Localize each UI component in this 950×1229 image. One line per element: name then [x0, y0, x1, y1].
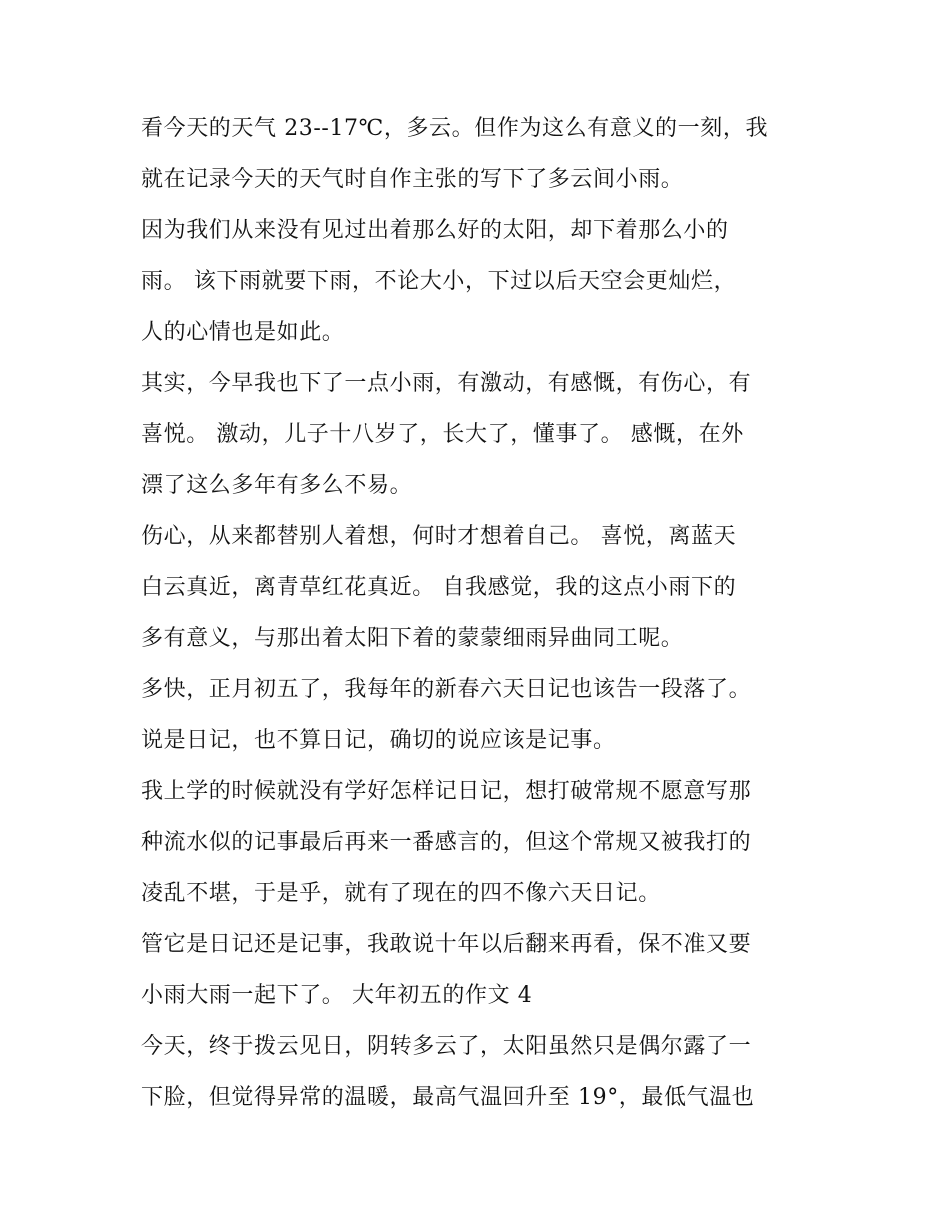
- text-line: 多快，正月初五了，我每年的新春六天日记也该告一段落了。: [141, 677, 752, 702]
- text-line: 人的心情也是如此。: [141, 320, 345, 345]
- paragraph: [141, 919, 831, 1021]
- text-line: 多有意义，与那出着太阳下着的蒙蒙细雨异曲同工呢。: [141, 626, 684, 651]
- text-line: 小雨大雨一起下了。 大年初五的作文 4: [141, 983, 533, 1008]
- text-line: 下脸，但觉得异常的温暖，最高气温回升至 19°，最低气温也: [141, 1085, 755, 1110]
- document-body: [141, 103, 831, 1123]
- paragraph: [141, 511, 831, 664]
- paragraph: [141, 664, 831, 766]
- text-line: 喜悦。 激动，儿子十八岁了，长大了，懂事了。 感慨，在外: [141, 422, 744, 447]
- paragraph: [141, 358, 831, 511]
- paragraph: [141, 103, 831, 205]
- text-line: 因为我们从来没有见过出着那么好的太阳，却下着那么小的: [141, 218, 729, 243]
- text-line: 其实，今早我也下了一点小雨，有激动，有感慨，有伤心，有: [141, 371, 752, 396]
- text-line: 管它是日记还是记事，我敢说十年以后翻来再看，保不准又要: [141, 932, 752, 957]
- text-line: 雨。 该下雨就要下雨，不论大小，下过以后天空会更灿烂，: [141, 269, 737, 294]
- text-line: 伤心，从来都替别人着想，何时才想着自己。 喜悦，离蓝天: [141, 524, 737, 549]
- paragraph: [141, 1021, 831, 1123]
- text-line: 白云真近，离青草红花真近。 自我感觉，我的这点小雨下的: [141, 575, 737, 600]
- text-line: 就在记录今天的天气时自作主张的写下了多云间小雨。: [141, 167, 684, 192]
- text-line: 漂了这么多年有多么不易。: [141, 473, 413, 498]
- paragraph: [141, 205, 831, 358]
- text-line: 我上学的时候就没有学好怎样记日记，想打破常规不愿意写那: [141, 779, 752, 804]
- paragraph: [141, 766, 831, 919]
- text-line: 看今天的天气 23--17℃，多云。但作为这么有意义的一刻，我: [141, 116, 769, 141]
- text-line: 今天，终于拨云见日，阴转多云了，太阳虽然只是偶尔露了一: [141, 1034, 752, 1059]
- text-line: 说是日记，也不算日记，确切的说应该是记事。: [141, 728, 616, 753]
- text-line: 种流水似的记事最后再来一番感言的，但这个常规又被我打的: [141, 830, 752, 855]
- text-line: 凌乱不堪，于是乎，就有了现在的四不像六天日记。: [141, 881, 661, 906]
